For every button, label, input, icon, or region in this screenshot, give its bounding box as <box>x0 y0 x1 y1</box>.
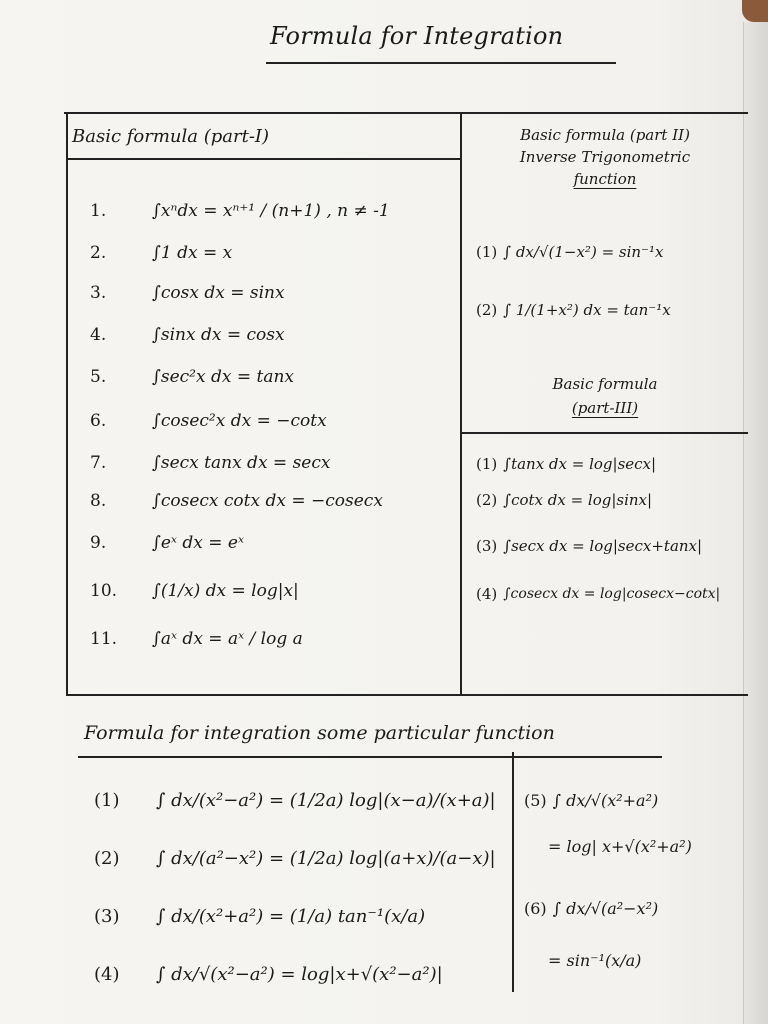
particular-item-3 <box>94 892 425 940</box>
part1-item-10 <box>90 574 299 608</box>
item-number: 10. <box>90 581 118 601</box>
item-number: 9. <box>90 533 107 553</box>
formula: ∫ dx/√(x²−a²) = log|x+√(x²−a²)| <box>156 963 443 985</box>
particular-item-4 <box>94 950 443 998</box>
part2-part3-divider <box>462 432 748 434</box>
formula: ∫eˣ dx = eˣ <box>152 533 244 553</box>
part2-item-2 <box>476 296 671 324</box>
particular-item-6-result <box>548 936 641 984</box>
formula: ∫tanx dx = log|secx| <box>503 455 657 473</box>
particular-item-5-result <box>548 822 692 870</box>
part3-heading-line2: (part-III) <box>571 399 639 417</box>
table-bottom-border <box>66 694 748 696</box>
part2-item-1 <box>476 238 663 266</box>
part1-item-1 <box>90 194 390 228</box>
part1-item-2 <box>90 236 232 270</box>
title-underline <box>266 62 616 64</box>
item-number: 6. <box>90 411 107 431</box>
item-number: (2) <box>476 491 498 509</box>
part3-item-4 <box>476 580 720 608</box>
item-number: (2) <box>476 301 498 319</box>
result: = sin⁻¹(x/a) <box>548 950 642 970</box>
item-number: 2. <box>90 243 107 263</box>
item-number: (2) <box>94 847 120 869</box>
formula: ∫ dx/√(x²+a²) <box>552 790 659 810</box>
page-title: Formula for Integration <box>270 22 564 50</box>
formula: ∫(1/x) dx = log|x| <box>152 581 299 601</box>
table-left-border <box>66 112 68 696</box>
item-number: 1. <box>90 201 107 221</box>
item-number: (3) <box>94 905 120 927</box>
item-number: (1) <box>94 789 120 811</box>
particular-item-5 <box>524 776 658 824</box>
part3-item-3 <box>476 532 702 560</box>
particular-item-1 <box>94 776 496 824</box>
particular-item-6 <box>524 884 658 932</box>
part3-item-1 <box>476 450 656 478</box>
formula: ∫aˣ dx = aˣ / log a <box>152 629 303 649</box>
formula: ∫ dx/√(1−x²) = sin⁻¹x <box>503 243 664 261</box>
item-number: (1) <box>476 455 498 473</box>
item-number: 5. <box>90 367 107 387</box>
item-number: (6) <box>524 898 547 918</box>
particular-column-divider <box>512 752 514 992</box>
page-corner <box>742 0 768 22</box>
part3-heading <box>470 372 740 420</box>
formula: ∫secx tanx dx = secx <box>152 453 331 473</box>
item-number: 4. <box>90 325 107 345</box>
part1-item-11 <box>90 622 303 656</box>
particular-heading: Formula for integration some particular function <box>84 722 555 744</box>
formula: ∫ 1/(1+x²) dx = tan⁻¹x <box>503 301 671 319</box>
formula: ∫sinx dx = cosx <box>152 325 285 345</box>
part1-item-6 <box>90 404 327 438</box>
table-top-border <box>64 112 748 114</box>
part3-heading-line1: Basic formula <box>552 375 658 393</box>
part2-heading-line1: Basic formula (part II) <box>520 126 690 144</box>
part1-item-3 <box>90 276 285 310</box>
formula: ∫cosecx cotx dx = −cosecx <box>152 491 383 511</box>
formula: ∫xⁿdx = xⁿ⁺¹ / (n+1) , n ≠ -1 <box>152 201 390 221</box>
particular-heading-rule <box>78 756 662 758</box>
formula: ∫cosecx dx = log|cosecx−cotx| <box>503 586 721 602</box>
formula: ∫ dx/(x²+a²) = (1/a) tan⁻¹(x/a) <box>156 905 426 927</box>
formula: ∫ dx/(a²−x²) = (1/2a) log|(a+x)/(a−x)| <box>156 847 496 869</box>
item-number: 8. <box>90 491 107 511</box>
formula: ∫cosec²x dx = −cotx <box>152 411 327 431</box>
part1-heading-rule <box>66 158 462 160</box>
part1-item-4 <box>90 318 285 352</box>
formula: ∫cotx dx = log|sinx| <box>503 491 653 509</box>
item-number: 7. <box>90 453 107 473</box>
part2-heading <box>470 124 740 190</box>
item-number: (4) <box>476 585 498 603</box>
part2-heading-line3: function <box>573 170 637 188</box>
result: = log| x+√(x²+a²) <box>548 836 692 856</box>
item-number: 3. <box>90 283 107 303</box>
part1-item-8 <box>90 484 383 518</box>
formula: ∫ dx/(x²−a²) = (1/2a) log|(x−a)/(x+a)| <box>156 789 496 811</box>
part3-item-2 <box>476 486 652 514</box>
part1-heading: Basic formula (part-I) <box>72 126 270 147</box>
table-middle-divider <box>460 112 462 696</box>
item-number: (3) <box>476 537 498 555</box>
formula: ∫secx dx = log|secx+tanx| <box>503 537 703 555</box>
formula: ∫sec²x dx = tanx <box>152 367 294 387</box>
particular-item-2 <box>94 834 496 882</box>
item-number: (5) <box>524 790 547 810</box>
formula: ∫cosx dx = sinx <box>152 283 285 303</box>
item-number: (4) <box>94 963 120 985</box>
formula: ∫1 dx = x <box>152 243 233 263</box>
part2-heading-line2: Inverse Trigonometric <box>519 148 691 166</box>
formula: ∫ dx/√(a²−x²) <box>552 898 659 918</box>
item-number: 11. <box>90 629 118 649</box>
notebook-spine <box>743 22 768 1024</box>
item-number: (1) <box>476 243 498 261</box>
part1-item-9 <box>90 526 244 560</box>
part1-item-5 <box>90 360 294 394</box>
part1-item-7 <box>90 446 330 480</box>
